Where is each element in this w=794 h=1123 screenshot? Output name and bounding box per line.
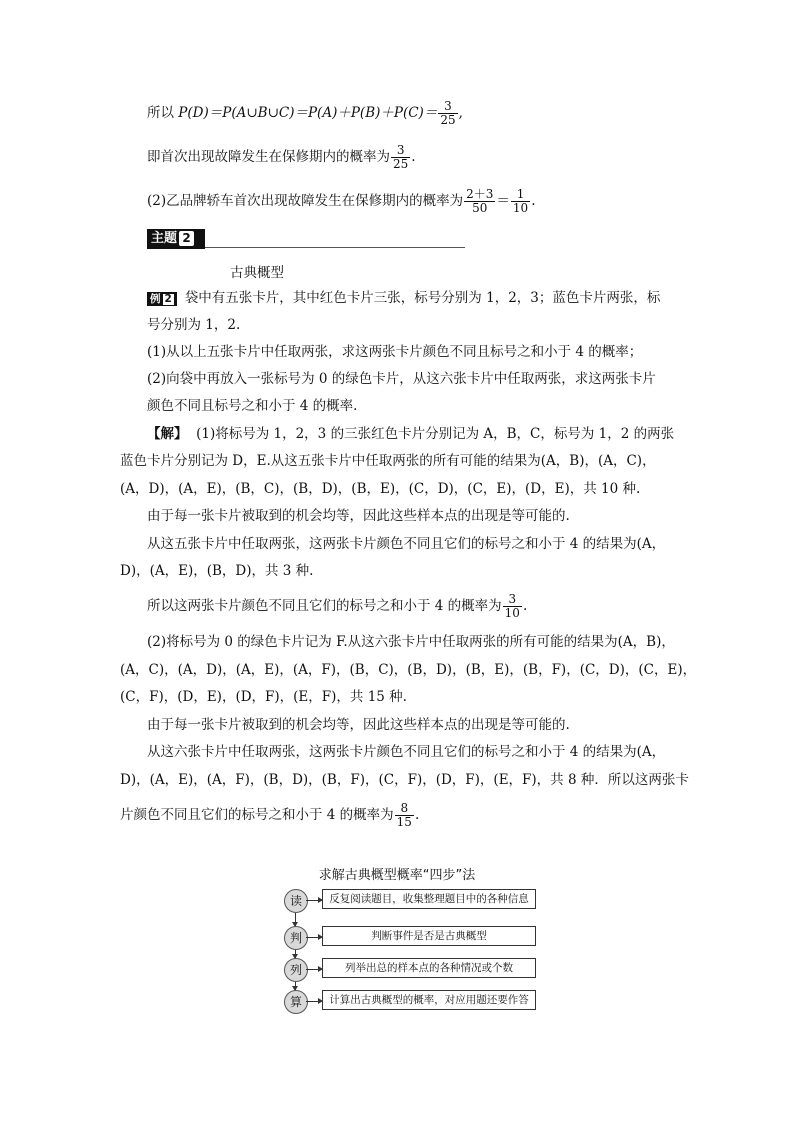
example-tag [147,292,177,306]
denominator: 25 [440,113,456,127]
example-line-5: 颜色不同且标号之和小于 4 的概率. [147,398,358,414]
solution-label: 【解】 [147,426,188,442]
fraction [503,593,522,620]
text: . [531,193,536,209]
fraction [464,188,495,215]
step-arrow [306,969,322,970]
section-number: 2 [179,231,194,246]
step-arrow [306,900,322,901]
step-judge-icon: 判 [284,926,308,950]
numerator: 2＋3 [466,187,494,201]
step-list-icon: 列 [284,958,308,982]
flow-title: 求解古典概型概率“四步”法 [318,868,476,883]
solution-line-6: D)，(A，E)，(B，D)，共 3 种. [120,563,314,579]
solution-line-4: 由于每一张卡片被取到的机会均等，因此这些样本点的出现是等可能的. [147,508,570,524]
solution-line-5: 从这五张卡片中任取两张，这两张卡片颜色不同且它们的标号之和小于 4 的结果为(A， [147,536,666,552]
down-arrow [295,982,296,990]
formula: P(D)＝P(A∪B∪C)＝P(A)＋P(B)＋P(C)＝ [178,105,438,121]
result-line-2 [147,144,416,171]
example-number: 2 [164,293,172,305]
step-arrow [306,1001,322,1002]
section-tag-text: 主题 [151,231,178,246]
fraction [438,100,457,127]
section-tag [147,229,205,249]
denominator: 15 [396,815,412,829]
numerator: 3 [503,593,522,607]
example-line-2: 号分别为 1，2. [147,317,241,333]
step-read-box: 反复阅读题目，收集整理题目中的各种信息 [322,889,536,909]
solution-line-12: 从这六张卡片中任取两张，这两张卡片颜色不同且它们的标号之和小于 4 的结果为(A， [147,744,666,760]
text: ＝ [496,193,510,209]
numerator: 8 [395,802,414,816]
fraction [395,802,414,829]
section-rule [205,247,465,248]
step-judge-box: 判断事件是否是古典概型 [322,926,536,946]
denominator: 25 [393,157,409,171]
step-read-icon: 读 [284,889,308,913]
example-line-1 [147,289,660,307]
example-line-4: (2)向袋中再放入一张标号为 0 的绿色卡片，从这六张卡片中任取两张，求这两张卡片 [147,371,656,387]
text: 所以这两张卡片颜色不同且它们的标号之和小于 4 的概率为 [147,598,502,614]
fraction [391,144,410,171]
step-arrow [306,937,322,938]
solution-line-11: 由于每一张卡片被取到的机会均等，因此这些样本点的出现是等可能的. [147,717,570,733]
solution-line-8: (2)将标号为 0 的绿色卡片记为 F.从这六张卡片中任取两张的所有可能的结果为(A，B)， [147,634,675,650]
solution-line-14 [120,802,419,829]
fraction [511,188,530,215]
down-arrow [295,913,296,926]
step-list-box: 列举出总的样本点的各种情况或个数 [322,958,536,978]
numerator: 1 [511,188,530,202]
numerator: 3 [391,144,410,158]
text: . [522,598,528,614]
text: 所以 [147,105,179,121]
solution-line-13: D)，(A，E)，(A，F)，(B，D)，(B，F)，(C，F)，(D，F)，(E，F)，共 8 种．所以这两张卡 [120,772,689,788]
result-line-1 [147,100,463,127]
denominator: 50 [472,201,488,215]
example-tag-text: 例 [150,293,161,305]
solution-line-9: (A，C)，(A，D)，(A，E)，(A，F)，(B，C)，(B，D)，(B，E)，(B，F)，(C，D)，(C，E)， [120,662,697,678]
numerator: 3 [438,100,457,114]
section-title: 古典概型 [230,265,284,281]
solution-line-7 [147,593,527,620]
step-compute-box: 计算出古典概型的概率，对应用题还要作答 [322,990,536,1010]
text: (2)乙品牌轿车首次出现故障发生在保修期内的概率为 [147,193,464,209]
solution-line-3: (A，D)，(A，E)，(B，C)，(B，D)，(B，E)，(C，D)，(C，E)，(D，E)，共 10 种. [120,481,641,497]
step-compute-icon: 算 [284,990,308,1014]
down-arrow [295,950,296,958]
text: 袋中有五张卡片，其中红色卡片三张，标号分别为 1，2，3；蓝色卡片两张，标 [184,290,661,306]
denominator: 10 [504,606,520,620]
section-header [147,229,465,249]
text: (1)将标号为 1，2，3 的三张红色卡片分别记为 A，B，C，标号为 1，2 的两张 [196,426,675,442]
solution-line-2: 蓝色卡片分别记为 D，E.从这五张卡片中任取两张的所有可能的结果为(A，B)，(A，C)， [120,453,656,469]
denominator: 10 [512,201,529,215]
example-line-3: (1)从以上五张卡片中任取两张，求这两张卡片颜色不同且标号之和小于 4 的概率； [147,344,643,360]
text: . [411,149,416,165]
text: 即首次出现故障发生在保修期内的概率为 [147,149,390,165]
text: , [458,105,463,121]
result-line-3 [147,188,535,215]
solution-line-1 [147,425,674,443]
solution-line-10: (C，F)，(D，E)，(D，F)，(E，F)，共 15 种. [120,689,407,705]
text: . [414,807,420,823]
text: 片颜色不同且它们的标号之和小于 4 的概率为 [120,807,394,823]
